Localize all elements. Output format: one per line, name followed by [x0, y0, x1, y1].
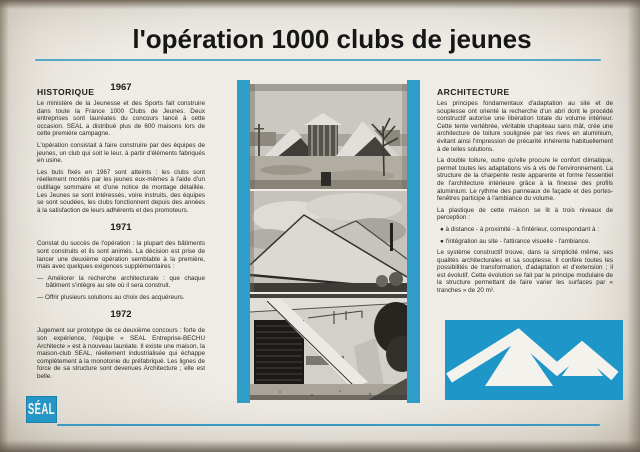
year-1972: 1972 — [110, 309, 132, 321]
page-title: l'opération 1000 clubs de jeunes — [132, 24, 532, 54]
seal-logo-text: SÉAL — [28, 400, 55, 418]
historique-paragraph: Les buts fixés en 1967 sont atteints : les clubs sont réellement montés par les jeunes eux-mêmes à l'aide d'un outillage sommaire et d'une notice de montage détaillée. Les Jeunes se sont intéressés, voire instruits, des équipes se sont soudées, les clubs fonctionnent depuis des années à la satisfaction de leurs adhérents et des promoteurs. — [37, 168, 205, 214]
photo-strip-left-bar — [237, 80, 250, 403]
architecture-paragraph: La double toiture, outre qu'elle procure le confort climatique, permet toutes les adaptations vis à vis de l'environnement. La structure de la charpente reste apparente et forme l'essentiel de l'architecture intérieure grâce à la finesse des profils aluminium. Le rythme des panneaux de façade et des portes-fenêtres participe à l'ambiance du volume. — [437, 157, 613, 203]
historique-dash-item: — Offrir plusieurs solutions au choix des acquéreurs. — [37, 293, 185, 301]
footer-rule — [57, 424, 600, 426]
architecture-heading-row — [437, 82, 613, 95]
architecture-column — [437, 82, 613, 299]
historique-heading: HISTORIQUE — [37, 87, 95, 97]
historique-paragraph: Jugement sur prototype de ce deuxième concours : forte de son expérience, l'équipe « SEAL Entreprise-BECHU Architecte » est à nouveau lauréate. Il existe une maison, la maison-club SEAL, réellement industrialisée qui échappe complètement à la monotonie du préfabriqué. Les lignes de force de sa structure sont devenues Architecture ; elle est belle. — [37, 327, 205, 381]
double-roof-cloudy-sky-photo-icon — [250, 191, 407, 292]
photo-club-exterior — [250, 84, 407, 189]
architecture-paragraph: La plastique de cette maison se lit à trois niveaux de perception : — [437, 206, 613, 222]
year-1967: 1967 — [110, 82, 132, 93]
historique-paragraph: Constat du succès de l'opération : la plupart des bâtiments sont construits et ils sont animés. La décision est prise de lancer une deuxième opération semblable à la première, mais avec quelques exigences supplémentaires : — [37, 240, 205, 271]
architecture-bullet-item: ● à distance - à proximité - à l'intérieur, correspondant à : — [440, 225, 600, 233]
scan-edge-bottom — [0, 440, 640, 452]
scan-edge-right — [627, 0, 640, 452]
photo-roof-closeup — [250, 191, 407, 292]
scan-edge-top — [0, 0, 640, 9]
title-underline — [35, 59, 601, 61]
architecture-paragraph: Le système constructif trouve, dans la simplicité même, ses qualités architecturales et sa souplesse. Il confère toutes les possibilités de transformation, d'adaptation et d'extension ; il est évolutif. Cette évolution se fait par le principe modulaire de la structure permettant de faire varier les surfaces par « tranches » de 20 m². — [437, 249, 613, 295]
mountain-roofline-icon — [445, 320, 623, 400]
seal-logo — [26, 396, 57, 423]
structural-beam-detail-photo-icon — [250, 294, 407, 400]
year-1971: 1971 — [110, 222, 132, 234]
historique-heading-row — [37, 82, 205, 95]
club-building-exterior-photo-icon — [250, 84, 407, 189]
architecture-bullet-item: ● l'intégration au site - l'attirance visuelle - l'ambiance. — [440, 237, 591, 245]
photo-strip-right-bar — [407, 80, 420, 403]
architecture-paragraph: Les principes fondamentaux d'adaptation au site et de souplesse ont orienté la recherche d'un abri dont le procédé constructif autorise une libération totale du volume intérieur. Cette tente vertébrée, véritable chapiteau sans mât, crée une architecture de toiture soulignée par les rives en aluminium, évitant ainsi l'impression de précarité inhérente habituellement à de telles solutions. — [437, 100, 613, 153]
scan-edge-left — [0, 0, 9, 452]
architecture-heading: ARCHITECTURE — [437, 87, 510, 97]
historique-column — [37, 82, 205, 385]
historique-paragraph: L'opération consistait à faire construire par des équipes de jeunes, un club qui soit le leur, à partir d'éléments fabriqués en usine. — [37, 141, 205, 165]
historique-dash-item: — Améliorer la recherche architecturale : que chaque bâtiment s'intègre au site où il sera construit. — [37, 274, 205, 290]
historique-paragraph: Le ministère de la Jeunesse et des Sports fait construire dans toute la France 1000 Clubs de Jeunes. Deux entreprises sont lauréates du concours lancé à cette occasion. SEAL a distribué plus de 600 maisons lors de cette première campagne. — [37, 100, 205, 138]
photo-structure-detail — [250, 294, 407, 400]
mountain-roofline-pictogram — [445, 320, 623, 400]
